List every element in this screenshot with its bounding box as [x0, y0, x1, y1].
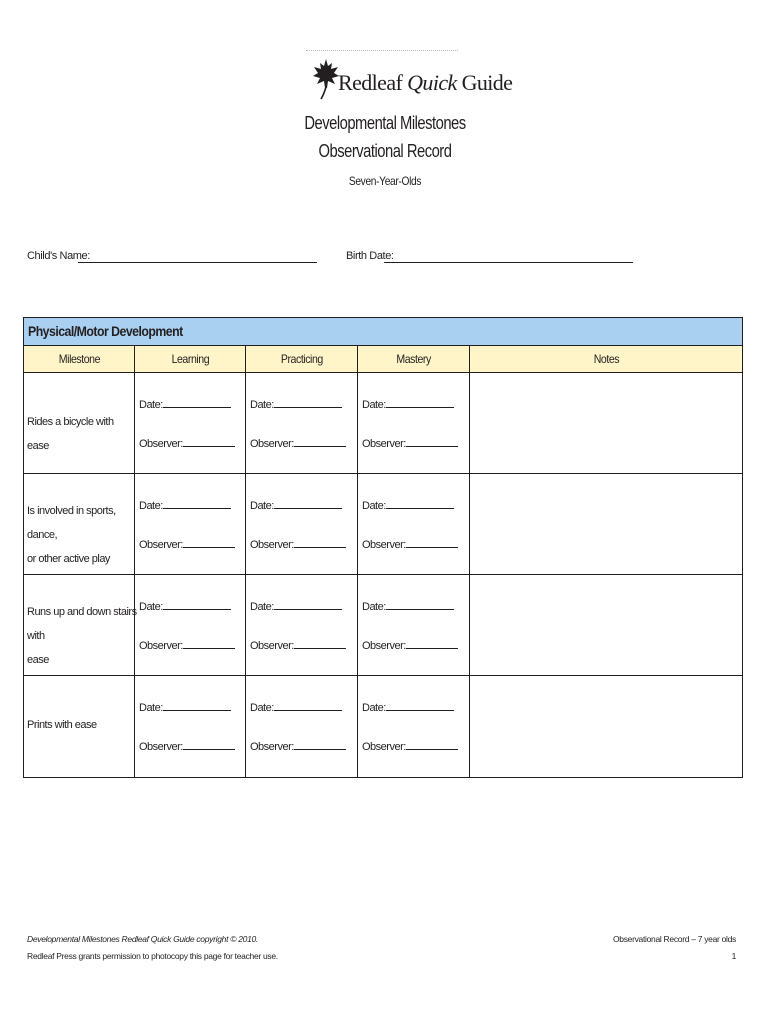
brand-name: Redleaf Quick Guide — [338, 70, 513, 95]
date-label: Date: — [362, 399, 386, 411]
mastery-date-entry — [362, 397, 454, 411]
observer-blank[interactable] — [294, 638, 346, 649]
mastery-date-entry — [362, 498, 454, 512]
header-divider — [306, 50, 458, 51]
observer-label: Observer: — [362, 438, 406, 450]
observer-label: Observer: — [250, 438, 294, 450]
milestone-label-line1: Prints with ease — [27, 719, 97, 731]
learning-observer-entry — [139, 436, 235, 450]
learning-date-entry — [139, 397, 231, 411]
milestone-text — [27, 713, 137, 737]
milestone-table — [23, 317, 743, 778]
milestone-cell — [24, 373, 135, 473]
observer-label: Observer: — [139, 539, 183, 551]
footer-permission: Redleaf Press grants permission to photocopy this page for teacher use. — [27, 951, 278, 961]
observer-blank[interactable] — [183, 537, 235, 548]
practicing-date-entry — [250, 700, 342, 714]
observer-blank[interactable] — [406, 537, 458, 548]
mastery-cell — [358, 575, 470, 675]
learning-date-entry — [139, 498, 231, 512]
date-blank[interactable] — [274, 599, 342, 610]
observer-label: Observer: — [362, 539, 406, 551]
page-title-line2: Observational Record — [318, 141, 452, 161]
child-name-label: Child's Name: — [27, 250, 90, 262]
page-number: 1 — [731, 951, 736, 961]
practicing-observer-entry — [250, 638, 346, 652]
learning-observer-entry — [139, 638, 235, 652]
date-blank[interactable] — [163, 498, 231, 509]
learning-date-entry — [139, 700, 231, 714]
learning-cell — [135, 474, 246, 574]
column-header-learning: Learning — [135, 346, 246, 372]
observer-label: Observer: — [250, 539, 294, 551]
child-name-field[interactable] — [78, 262, 317, 263]
milestone-label-line2: ease — [27, 654, 49, 666]
learning-observer-entry — [139, 739, 235, 753]
mastery-date-entry — [362, 700, 454, 714]
date-blank[interactable] — [163, 700, 231, 711]
observer-blank[interactable] — [406, 739, 458, 750]
learning-date-entry — [139, 599, 231, 613]
notes-cell[interactable] — [470, 676, 742, 777]
practicing-observer-entry — [250, 436, 346, 450]
date-blank[interactable] — [274, 700, 342, 711]
milestone-cell — [24, 575, 135, 675]
date-label: Date: — [250, 500, 274, 512]
date-label: Date: — [362, 702, 386, 714]
observer-blank[interactable] — [406, 436, 458, 447]
footer-copyright: Developmental Milestones Redleaf Quick Guide copyright © 2010. — [27, 934, 258, 944]
milestone-label-line1: Is involved in sports, dance, — [27, 505, 116, 541]
date-label: Date: — [139, 399, 163, 411]
practicing-cell — [246, 373, 358, 473]
learning-cell — [135, 676, 246, 777]
notes-cell[interactable] — [470, 373, 742, 473]
practicing-observer-entry — [250, 739, 346, 753]
learning-cell — [135, 575, 246, 675]
milestone-label-line2: or other active play — [27, 553, 110, 565]
section-title: Physical/Motor Development — [28, 323, 183, 339]
observer-blank[interactable] — [406, 638, 458, 649]
birth-date-field[interactable] — [384, 262, 633, 263]
observer-blank[interactable] — [183, 436, 235, 447]
observer-blank[interactable] — [183, 739, 235, 750]
milestone-label-line1: Rides a bicycle with ease — [27, 416, 114, 452]
practicing-cell — [246, 676, 358, 777]
date-label: Date: — [139, 702, 163, 714]
mastery-cell — [358, 373, 470, 473]
date-blank[interactable] — [274, 498, 342, 509]
practicing-date-entry — [250, 397, 342, 411]
observer-blank[interactable] — [294, 739, 346, 750]
date-blank[interactable] — [274, 397, 342, 408]
mastery-observer-entry — [362, 638, 458, 652]
column-header-notes: Notes — [593, 352, 619, 366]
practicing-date-entry — [250, 599, 342, 613]
date-label: Date: — [362, 601, 386, 613]
milestone-cell — [24, 676, 135, 777]
mastery-cell — [358, 676, 470, 777]
table-row — [24, 575, 742, 676]
date-label: Date: — [250, 399, 274, 411]
date-blank[interactable] — [386, 599, 454, 610]
practicing-cell — [246, 575, 358, 675]
maple-leaf-icon — [312, 58, 340, 100]
observer-label: Observer: — [139, 438, 183, 450]
notes-cell[interactable] — [470, 575, 742, 675]
learning-cell — [135, 373, 246, 473]
mastery-date-entry — [362, 599, 454, 613]
date-label: Date: — [139, 500, 163, 512]
mastery-observer-entry — [362, 537, 458, 551]
date-blank[interactable] — [386, 498, 454, 509]
date-blank[interactable] — [386, 397, 454, 408]
practicing-date-entry — [250, 498, 342, 512]
milestone-text — [27, 410, 137, 458]
birth-date-label: Birth Date: — [346, 250, 394, 262]
table-row — [24, 676, 742, 777]
practicing-cell — [246, 474, 358, 574]
observer-blank[interactable] — [294, 436, 346, 447]
date-blank[interactable] — [386, 700, 454, 711]
observer-blank[interactable] — [294, 537, 346, 548]
milestone-label-line1: Runs up and down stairs with — [27, 606, 137, 642]
date-label: Date: — [362, 500, 386, 512]
date-label: Date: — [250, 702, 274, 714]
mastery-observer-entry — [362, 436, 458, 450]
mastery-cell — [358, 474, 470, 574]
date-label: Date: — [139, 601, 163, 613]
date-blank[interactable] — [163, 397, 231, 408]
milestone-text — [27, 600, 137, 672]
observer-label: Observer: — [250, 741, 294, 753]
observer-label: Observer: — [139, 640, 183, 652]
page-title-line1: Developmental Milestones — [304, 113, 466, 133]
learning-observer-entry — [139, 537, 235, 551]
mastery-observer-entry — [362, 739, 458, 753]
redleaf-logo — [312, 58, 513, 102]
footer-record-label: Observational Record – 7 year olds — [612, 934, 736, 944]
column-header-practicing: Practicing — [246, 346, 358, 372]
section-header — [24, 318, 742, 346]
milestone-cell — [24, 474, 135, 574]
notes-cell[interactable] — [470, 474, 742, 574]
observer-label: Observer: — [139, 741, 183, 753]
observer-blank[interactable] — [183, 638, 235, 649]
column-header-milestone: Milestone — [24, 346, 135, 372]
observer-label: Observer: — [362, 640, 406, 652]
observer-label: Observer: — [250, 640, 294, 652]
column-header-row — [24, 346, 742, 373]
observer-label: Observer: — [362, 741, 406, 753]
column-header-mastery: Mastery — [358, 346, 470, 372]
date-blank[interactable] — [163, 599, 231, 610]
date-label: Date: — [250, 601, 274, 613]
age-group-subtitle: Seven-Year-Olds — [348, 174, 422, 188]
practicing-observer-entry — [250, 537, 346, 551]
table-row — [24, 373, 742, 474]
table-row — [24, 474, 742, 575]
milestone-text — [27, 499, 137, 571]
